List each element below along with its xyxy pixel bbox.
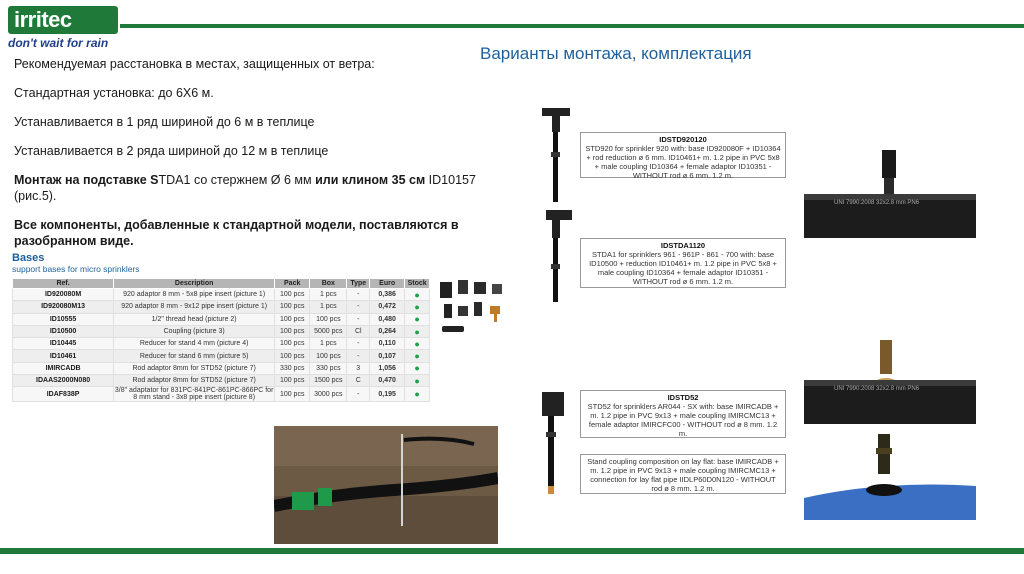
cell: 1,056 <box>370 362 405 374</box>
paragraph: Рекомендуемая расстановка в местах, защищенных от ветра: <box>14 57 375 71</box>
cell: 1500 pcs <box>310 375 347 387</box>
cell: - <box>347 313 370 325</box>
table-row <box>13 387 430 402</box>
table-row <box>13 325 430 337</box>
cell: IDAF838P <box>13 387 114 402</box>
cell: Cl <box>347 325 370 337</box>
layflat-connection-image <box>804 434 976 520</box>
cell: 0,110 <box>370 338 405 350</box>
cell: IDAAS2000N080 <box>13 375 114 387</box>
paragraph: Устанавливается в 2 ряда шириной до 12 м в теплице <box>14 144 329 158</box>
paragraph-components: Все компоненты, добавленные к стандартной модели, поставляются в разобранном виде. <box>14 218 459 248</box>
info-box-layflat <box>580 454 786 494</box>
table-header-row <box>13 279 430 289</box>
cell: 100 pcs <box>310 350 347 362</box>
header-rule <box>120 24 1024 28</box>
cell: ID10461 <box>13 350 114 362</box>
info-box-text: STD52 for sprinklers AR044 - SX with: base IMIRCADB + m. 1.2 pipe in PVC 9x13 + male coupling IMIRCMC13 + female adaptor IMIRCFC00 - WITHOUT rod ø 8 mm. 1.2 m. <box>587 402 779 438</box>
cell: 3 <box>347 362 370 374</box>
info-box-idstd920120 <box>580 132 786 178</box>
table-row <box>13 338 430 350</box>
col-header: Type <box>347 279 370 289</box>
info-box-idstda1120 <box>580 238 786 288</box>
cell: ID10555 <box>13 313 114 325</box>
paragraph: Устанавливается в 1 ряд шириной до 6 м в теплице <box>14 115 315 129</box>
cell: 330 pcs <box>310 362 347 374</box>
cell: 1 pcs <box>310 289 347 301</box>
field-installation-photo <box>274 426 498 544</box>
cell: 100 pcs <box>275 350 310 362</box>
cell: 0,264 <box>370 325 405 337</box>
stock-dot: ● <box>405 350 430 362</box>
stock-dot: ● <box>405 375 430 387</box>
cell: 1/2" thread head (picture 2) <box>114 313 275 325</box>
bases-heading <box>12 252 140 274</box>
stock-dot: ● <box>405 289 430 301</box>
text-block <box>14 56 514 262</box>
col-header: Box <box>310 279 347 289</box>
bases-subtitle: support bases for micro sprinklers <box>12 264 140 274</box>
mounting-text-d: ID10157 (рис.5). <box>14 173 476 203</box>
col-header: Pack <box>275 279 310 289</box>
cell: ID920080M13 <box>13 301 114 313</box>
stock-dot: ● <box>405 338 430 350</box>
sprinkler-stda1-image <box>546 208 578 304</box>
cell: 100 pcs <box>275 325 310 337</box>
cell: 3/8" adaptator for 831PC-841PC-861PC-866PC for 8 mm stand - 3x8 pipe insert (picture 8) <box>114 387 274 402</box>
cell: Rod adaptor 8mm for STD52 (picture 7) <box>114 375 275 387</box>
cell: - <box>347 338 370 350</box>
table-row <box>13 350 430 362</box>
cell: 0,472 <box>370 301 405 313</box>
cell: IMIRCADB <box>13 362 114 374</box>
cell: - <box>347 387 370 402</box>
pipe-connection-image-1 <box>804 150 976 238</box>
cell: 330 pcs <box>275 362 310 374</box>
cell: 920 adaptor 8 mm - 9x12 pipe insert (picture 1) <box>114 301 275 313</box>
cell: 0,470 <box>370 375 405 387</box>
sprinkler-std52-image <box>540 392 572 496</box>
cell: 100 pcs <box>275 301 310 313</box>
paragraph: Стандартная установка: до 6Х6 м. <box>14 86 214 100</box>
col-header: Ref. <box>13 279 114 289</box>
pipe-connection-image-2 <box>804 340 976 424</box>
cell: - <box>347 301 370 313</box>
cell: Reducer for stand 4 mm (picture 4) <box>114 338 275 350</box>
mounting-bold-a: Монтаж на подставке S <box>14 173 159 187</box>
info-box-title: IDSTD920120 <box>659 135 707 144</box>
col-header: Stock <box>405 279 430 289</box>
table-row <box>13 362 430 374</box>
cell: Rod adaptor 8mm for STD52 (picture 7) <box>114 362 275 374</box>
col-header: Description <box>114 279 275 289</box>
cell: 0,107 <box>370 350 405 362</box>
pipe-print-1: UNI 7990:2008 32x2.8 mm PN6 <box>834 200 920 206</box>
cell: Reducer for stand 6 mm (picture 5) <box>114 350 275 362</box>
cell: 920 adaptor 8 mm - 5x8 pipe insert (picture 1) <box>114 289 275 301</box>
logo-tagline: don't wait for rain <box>8 36 109 50</box>
cell: ID920080M <box>13 289 114 301</box>
table-row <box>13 289 430 301</box>
fittings-image <box>436 278 508 340</box>
col-header: Euro <box>370 279 405 289</box>
cell: 1 pcs <box>310 338 347 350</box>
cell: 0,195 <box>370 387 405 402</box>
pipe-print-2: UNI 7990:2008 32x2.8 mm PN6 <box>834 386 920 392</box>
cell: 3000 pcs <box>310 387 347 402</box>
cell: ID10500 <box>13 325 114 337</box>
table-row <box>13 375 430 387</box>
info-box-text: STDA1 for sprinklers 961 - 961P - 861 - 700 with: base ID10500 + reduction ID10461+ m. 1.2 pipe in PVC 5x8 + male coupling ID10364 + female adaptor ID10351 -WITHOUT rod ø 6 mm. 1.2 m. <box>589 250 777 286</box>
cell: 1 pcs <box>310 301 347 313</box>
stock-dot: ● <box>405 362 430 374</box>
sprinkler-std920-image <box>538 108 574 204</box>
stock-dot: ● <box>405 325 430 337</box>
mounting-text-b: TDA1 со стержнем Ø 6 мм <box>158 173 316 187</box>
info-box-title: IDSTDA1120 <box>660 241 706 250</box>
cell: 100 pcs <box>275 313 310 325</box>
cell: 0,386 <box>370 289 405 301</box>
mounting-bold-c: или клином 35 см <box>315 173 426 187</box>
paragraph-mounting <box>14 172 514 204</box>
bases-title: Bases <box>12 252 45 264</box>
table-row <box>13 301 430 313</box>
cell: Coupling (picture 3) <box>114 325 275 337</box>
cell: 100 pcs <box>275 338 310 350</box>
irritec-logo: irritec <box>8 6 118 34</box>
info-box-idstd52 <box>580 390 786 438</box>
table-row <box>13 313 430 325</box>
stock-dot: ● <box>405 301 430 313</box>
footer-rule <box>0 548 1024 554</box>
cell: 100 pcs <box>275 375 310 387</box>
cell: 0,480 <box>370 313 405 325</box>
cell: 100 pcs <box>275 387 310 402</box>
info-box-text: STD920 for sprinkler 920 with: base ID920080F + ID10364 + rod reduction ø 6 mm. ID10461+ m. 1.2 pipe in PVC 5x8 + male coupling ID10364 + female adaptor ID10351 - WITHOUT rod ø 6 mm. 1.2 m. <box>585 144 781 180</box>
info-box-title: IDSTD52 <box>667 393 699 402</box>
cell: - <box>347 289 370 301</box>
cell: ID10445 <box>13 338 114 350</box>
cell: - <box>347 350 370 362</box>
cell: 100 pcs <box>310 313 347 325</box>
slide-title: Варианты монтажа, комплектация <box>480 44 752 63</box>
cell: 5000 pcs <box>310 325 347 337</box>
bases-table <box>12 278 430 402</box>
stock-dot: ● <box>405 313 430 325</box>
cell: C <box>347 375 370 387</box>
cell: 100 pcs <box>275 289 310 301</box>
info-box-text: Stand coupling composition on lay flat: base IMIRCADB + m. 1.2 pipe in PVC 9x13 + male coupling IMIRCMC13 + connection for lay flat pipe IIDLP60D0N120 - WITHOUT rod ø 8 mm. 1.2 m. <box>587 457 779 493</box>
stock-dot: ● <box>405 387 430 402</box>
